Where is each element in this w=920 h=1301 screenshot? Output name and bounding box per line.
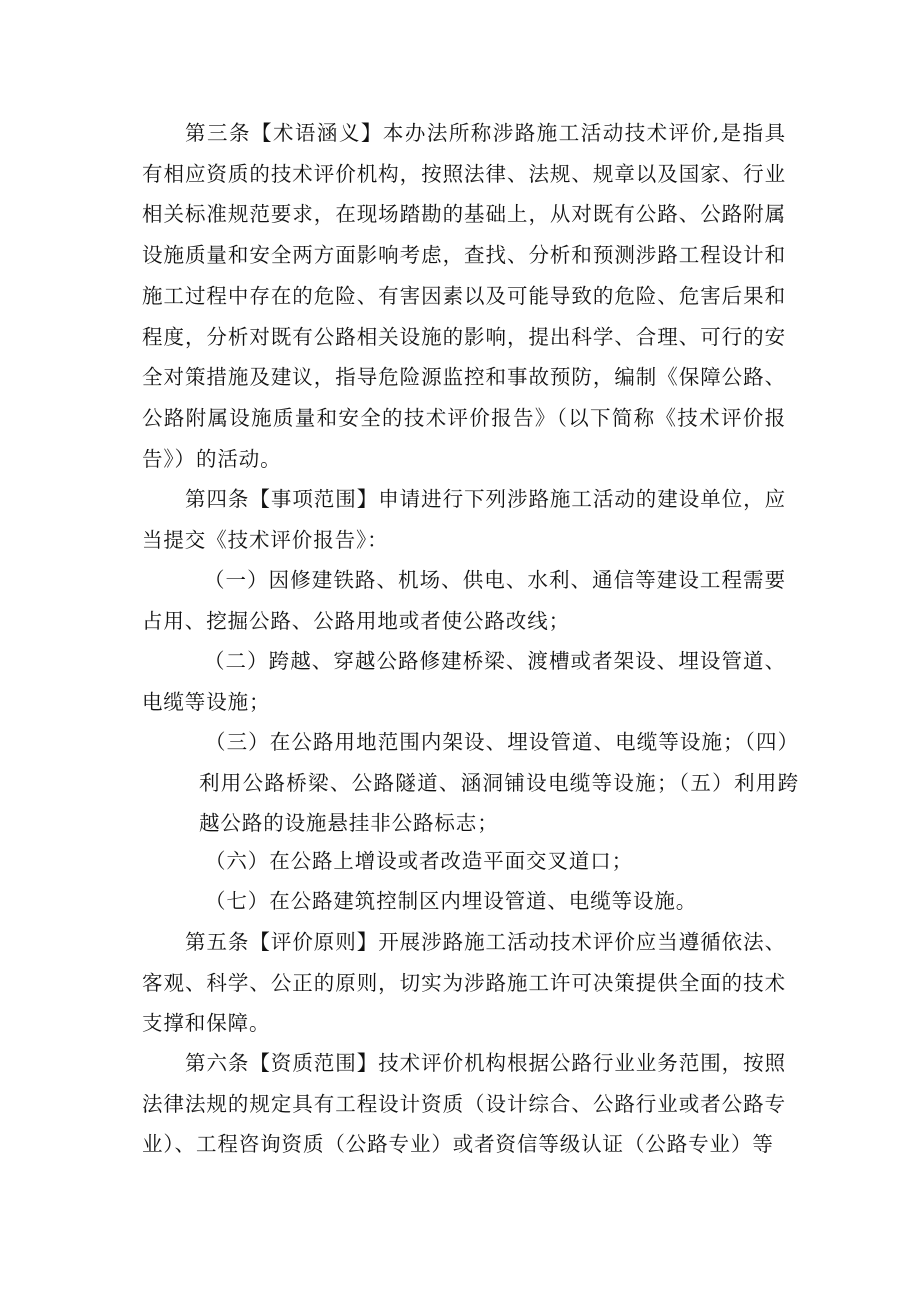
article-4-item-1: （一）因修建铁路、机场、供电、水利、通信等建设工程需要占用、挖掘公路、公路用地或者使公路改线； (142, 568, 786, 633)
article-4-paragraph: 第四条【事项范围】申请进行下列涉路施工活动的建设单位，应当提交《技术评价报告》： (142, 487, 786, 552)
article-4-item-6: （六）在公路上增设或者改造平面交叉道口； (205, 849, 633, 873)
article-4-item-2: （二）跨越、穿越公路修建桥梁、渡槽或者架设、埋设管道、电缆等设施； (142, 649, 786, 714)
article-4-item-7: （七）在公路建筑控制区内埋设管道、电缆等设施。 (205, 889, 698, 913)
article-3-paragraph: 第三条【术语涵义】本办法所称涉路施工活动技术评价,是指具有相应资质的技术评价机构，按照法律、法规、规章以及国家、行业相关标准规范要求，在现场踏勘的基础上，从对既有公路、公路附属设施质量和安全两方面影响考虑，查找、分析和预测涉路工程设计和施工过程中存在的危险、有害因素以及可能导致的危险、危害后果和程度，分析对既有公路相关设施的影响，提出科学、合理、可行的安全对策措施及建议，指导危险源监控和事故预防，编制《保障公路、公路附属设施质量和安全的技术评价报告》（以下简称《技术评价报告》）的活动。 (142, 121, 786, 471)
article-5-paragraph: 第五条【评价原则】开展涉路施工活动技术评价应当遵循依法、客观、科学、公正的原则，切实为涉路施工许可决策提供全面的技术支撑和保障。 (142, 930, 786, 1036)
article-4-items-3-to-5: （三）在公路用地范围内架设、埋设管道、电缆等设施；（四）利用公路桥梁、公路隧道、涵洞铺设电缆等设施；（五）利用跨越公路的设施悬挂非公路标志； (199, 730, 799, 836)
article-6-paragraph: 第六条【资质范围】技术评价机构根据公路行业业务范围，按照法律法规的规定具有工程设计资质（设计综合、公路行业或者公路专业）、工程咨询资质（公路专业）或者资信等级认证（公路专业）等 (142, 1051, 786, 1157)
